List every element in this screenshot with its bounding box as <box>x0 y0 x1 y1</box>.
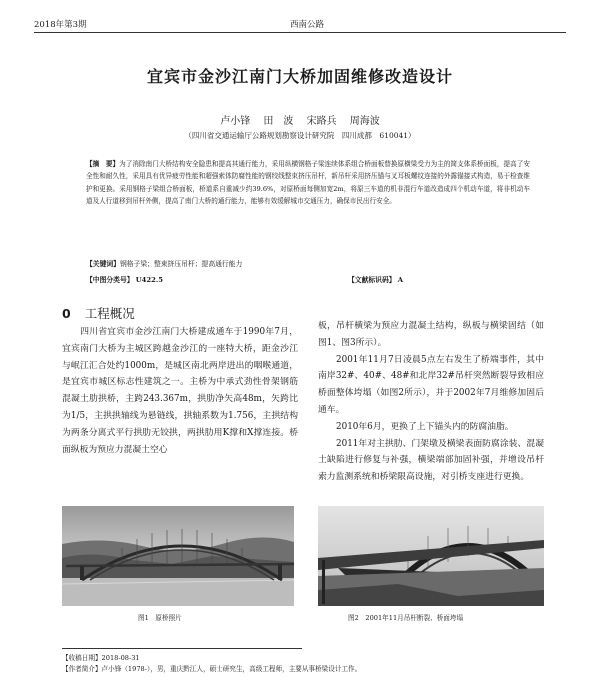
abstract-text: 为了消除南门大桥结构安全隐患和提高其通行能力，采用纵横钢格子梁连续体系组合桥面板替换原横梁受力为主的简支体系桥面板，提高了安全性和耐久性，采用具有优异疲劳性能和超强索体防腐性能的钢绞线整束挤压吊杆，新吊杆采用挤压锚与叉耳板螺纹连接的外露锚接式构造，易于检查维护和更换。采用钢格子梁组合桥面板，桥道系自重减少约39.6%，对原桥面每侧加宽2m，将原三车道的机非混行车道改造成四个机动车道，将非机动车道及人行道移到吊杆外侧，提高了南门大桥的通行能力，能够有效缓解城市交通压力，确保市民出行安全。 <box>86 160 531 205</box>
document-code <box>348 274 403 284</box>
body-paragraph <box>62 324 298 458</box>
body-paragraph: 2011年对主拱肋、门架墩及横梁表面防腐涂装、混凝土缺陷进行修复与补强，横梁端部加固补强，并增设吊杆索力监测系统和桥梁限高设施，对引桥支座进行更换。 <box>318 438 544 483</box>
right-column <box>318 318 544 486</box>
section-title: 工程概况 <box>84 306 135 321</box>
paragraph-text: 四川省宜宾市金沙江南门大桥建成通车于1990年7月，宜宾南门大桥为主城区跨越金沙江的一座特大桥，距金沙江与岷江汇合处约1000m，是城区南北两岸进出的咽喉通道，是宜宾市城区标志性建筑之一。主桥为中承式劲性骨架钢筋混凝土肋拱桥，主跨243.367m，拱肋净矢高48m，矢跨比为1/5，主拱拱轴线为悬链线，拱轴系数为1.756，主拱结构为两条分离式平行拱肋无铰拱，两拱肋用K撑和X撑连接。桥面纵板为预应力混凝土空心 <box>62 327 298 455</box>
classification-number <box>86 274 163 284</box>
figure-1-caption: 图1 原桥照片 <box>138 614 182 622</box>
figure-2-caption: 图2 2001年11月吊杆断裂、桥面垮塌 <box>348 614 464 622</box>
keywords <box>86 258 530 268</box>
footnote-rule <box>62 648 302 649</box>
document-code-label: 【文献标识码】 <box>348 276 396 284</box>
section-heading <box>62 304 135 322</box>
body-paragraph: 2010年6月，更换了上下锚头内的防腐油脂。 <box>336 421 514 432</box>
author: 田 波 <box>263 116 294 127</box>
keywords-label: 【关键词】 <box>86 260 120 268</box>
document-code-value: A <box>397 276 404 284</box>
abstract-label: 【摘 要】 <box>86 160 120 168</box>
body-paragraph: 2001年11月7日凌晨5点左右发生了桥端事件，其中南岸32#、40#、48#和北岸32#吊杆突然断裂导致相应桥面整体垮塌（如图2所示），并于2002年7月维修加固后通车。 <box>318 354 544 415</box>
keywords-text: 钢格子梁；整束挤压吊杆；提高通行能力 <box>119 260 243 268</box>
issue-label: 2018年第3期 <box>34 20 87 30</box>
author-list <box>0 112 600 127</box>
footnote-received-date: 【收稿日期】2018-08-31 <box>62 654 140 662</box>
classification-label: 【中图分类号】 <box>86 276 134 284</box>
header-rule <box>34 32 566 33</box>
figure-1-bridge-photo <box>62 506 294 606</box>
classification-value: U422.5 <box>135 276 163 284</box>
section-number: 0 <box>62 306 71 321</box>
figure-2-collapse-photo <box>318 506 544 606</box>
author: 卢小锋 <box>220 116 251 127</box>
author: 周海波 <box>349 116 380 127</box>
affiliation: （四川省交通运输厅公路规划勘察设计研究院 四川成都 610041） <box>184 131 416 140</box>
body-paragraph: 板，吊杆横梁为预应力混凝土结构，纵板与横梁固结（如图1、图3所示）。 <box>318 321 544 348</box>
author: 宋路兵 <box>306 116 337 127</box>
footnote-author-bio: 【作者简介】卢小锋（1978-），男，重庆黔江人，硕士研究生，高级工程师，主要从事桥梁设计工作。 <box>62 665 362 673</box>
journal-name: 西南公路 <box>290 20 325 30</box>
paper-title: 宜宾市金沙江南门大桥加固维修改造设计 <box>146 67 453 86</box>
abstract <box>86 158 530 207</box>
